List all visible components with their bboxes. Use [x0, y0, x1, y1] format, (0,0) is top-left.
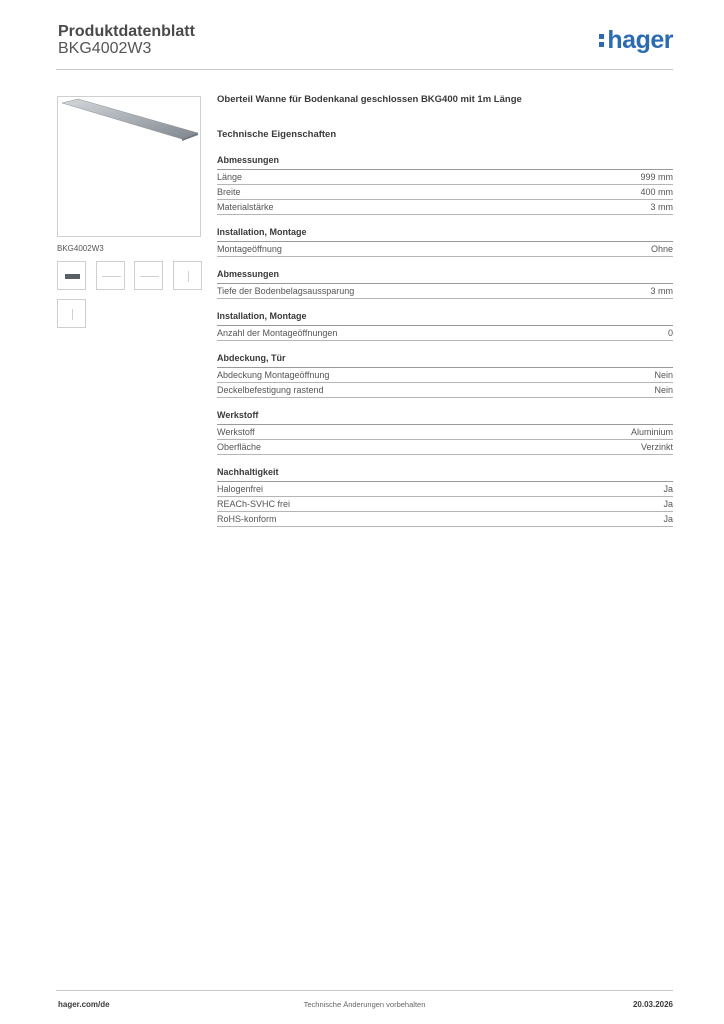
property-label: Anzahl der Montageöffnungen	[217, 328, 338, 338]
property-label: Werkstoff	[217, 427, 255, 437]
property-row	[217, 482, 673, 497]
property-value: Verzinkt	[640, 442, 673, 452]
section-title: Installation, Montage	[217, 311, 673, 326]
property-row	[217, 497, 673, 512]
footer-website-link[interactable]: hager.com/de	[58, 1000, 110, 1009]
section-title: Abdeckung, Tür	[217, 353, 673, 368]
property-value: 0	[667, 328, 673, 338]
property-value: Ja	[663, 514, 673, 524]
property-value: 3 mm	[650, 202, 673, 212]
logo-dots-icon	[599, 32, 604, 48]
property-row	[217, 284, 673, 299]
product-main-image[interactable]	[57, 96, 201, 237]
article-number: BKG4002W3	[58, 40, 152, 57]
property-row	[217, 170, 673, 185]
property-value: 3 mm	[650, 286, 673, 296]
property-value: Nein	[654, 370, 673, 380]
page-footer	[56, 990, 673, 1014]
page-header	[56, 20, 673, 70]
property-section	[217, 353, 673, 398]
thumbnail-1[interactable]	[57, 261, 86, 290]
logo-text: hager	[607, 26, 673, 54]
property-label: Oberfläche	[217, 442, 262, 452]
properties-sections	[217, 155, 673, 527]
property-label: Abdeckung Montageöffnung	[217, 370, 330, 380]
product-details	[217, 94, 673, 527]
property-value: 400 mm	[640, 187, 673, 197]
section-title: Abmessungen	[217, 155, 673, 170]
property-row	[217, 440, 673, 455]
section-title: Abmessungen	[217, 269, 673, 284]
property-row	[217, 326, 673, 341]
property-section	[217, 155, 673, 215]
property-row	[217, 512, 673, 527]
section-title: Werkstoff	[217, 410, 673, 425]
property-label: Montageöffnung	[217, 244, 282, 254]
property-row	[217, 242, 673, 257]
product-description: Oberteil Wanne für Bodenkanal geschlossen BKG400 mit 1m Länge	[217, 94, 522, 105]
footer-notice: Technische Änderungen vorbehalten	[303, 1000, 426, 1009]
property-section	[217, 410, 673, 455]
property-row	[217, 368, 673, 383]
property-value: Ja	[663, 499, 673, 509]
property-label: Breite	[217, 187, 241, 197]
property-value: Ohne	[650, 244, 673, 254]
property-row	[217, 185, 673, 200]
property-value: Ja	[663, 484, 673, 494]
thumbnail-4[interactable]	[173, 261, 202, 290]
property-label: RoHS-konform	[217, 514, 277, 524]
property-label: Länge	[217, 172, 243, 182]
hager-logo	[599, 26, 673, 55]
main-image-label: BKG4002W3	[57, 244, 104, 253]
cover-plate-illustration	[58, 97, 200, 236]
property-row	[217, 200, 673, 215]
property-label: REACh-SVHC frei	[217, 499, 291, 509]
property-section	[217, 311, 673, 341]
thumbnail-2[interactable]	[96, 261, 125, 290]
footer-date: 20.03.2026	[632, 1000, 673, 1009]
section-title: Installation, Montage	[217, 227, 673, 242]
property-row	[217, 383, 673, 398]
property-label: Tiefe der Bodenbelagsaussparung	[217, 286, 355, 296]
property-label: Halogenfrei	[217, 484, 264, 494]
property-label: Deckelbefestigung rastend	[217, 385, 324, 395]
property-label: Materialstärke	[217, 202, 274, 212]
property-section	[217, 269, 673, 299]
thumbnail-3[interactable]	[134, 261, 163, 290]
property-section	[217, 227, 673, 257]
section-title: Nachhaltigkeit	[217, 467, 673, 482]
property-value: 999 mm	[640, 172, 673, 182]
property-section	[217, 467, 673, 527]
property-row	[217, 425, 673, 440]
property-value: Aluminium	[630, 427, 673, 437]
property-value: Nein	[654, 385, 673, 395]
thumbnail-5[interactable]	[57, 299, 86, 328]
technical-properties-heading: Technische Eigenschaften	[217, 129, 337, 140]
document-title: Produktdatenblatt	[58, 23, 195, 40]
